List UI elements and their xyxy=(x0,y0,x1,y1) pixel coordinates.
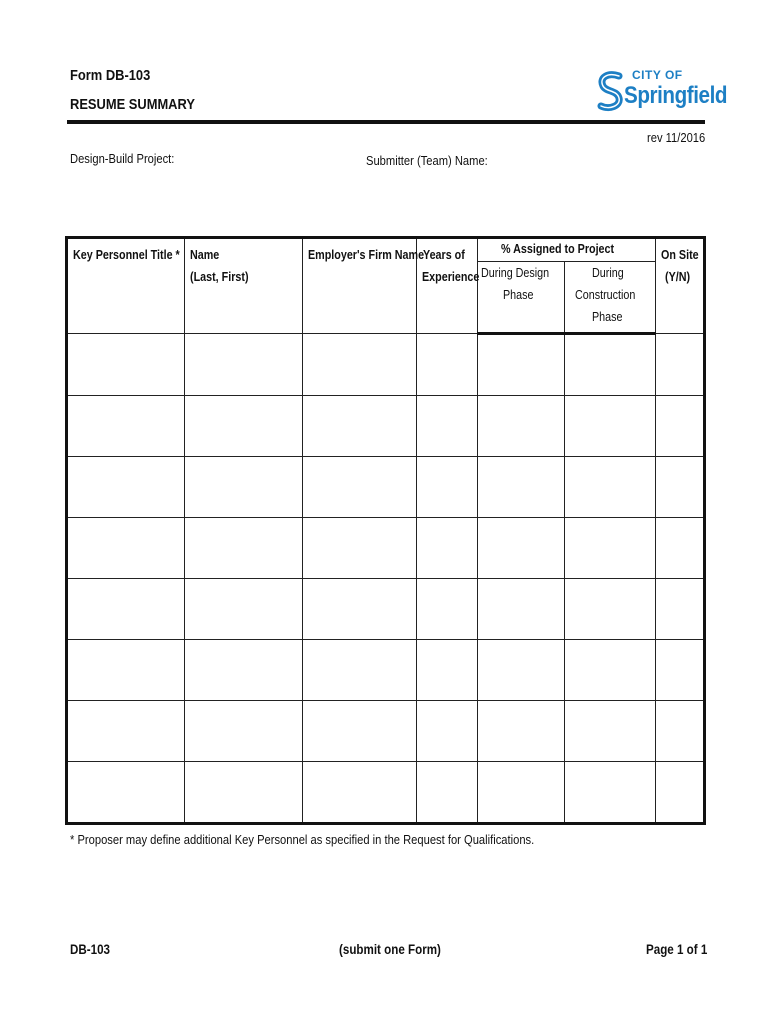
cell-name[interactable] xyxy=(185,457,303,518)
cell-years-experience[interactable] xyxy=(417,396,478,457)
cell-employer-firm[interactable] xyxy=(303,701,417,762)
cell-name[interactable] xyxy=(185,701,303,762)
cell-on-site[interactable] xyxy=(656,518,705,579)
cell-on-site[interactable] xyxy=(656,640,705,701)
cell-assigned-construction[interactable] xyxy=(565,396,656,457)
cell-employer-firm[interactable] xyxy=(303,640,417,701)
revision-label: rev 11/2016 xyxy=(647,130,706,145)
table-row xyxy=(67,701,705,762)
cell-key-personnel-title[interactable] xyxy=(67,334,185,396)
cell-assigned-design[interactable] xyxy=(478,640,565,701)
cell-assigned-design[interactable] xyxy=(478,457,565,518)
cell-years-experience[interactable] xyxy=(417,762,478,824)
cell-key-personnel-title[interactable] xyxy=(67,762,185,824)
table-row xyxy=(67,762,705,824)
cell-key-personnel-title[interactable] xyxy=(67,457,185,518)
logo-city-text: CITY OF xyxy=(632,68,683,82)
column-header-name: Name (Last, First) xyxy=(185,238,303,334)
column-header-during-design: During Design Phase xyxy=(478,262,565,334)
cell-years-experience[interactable] xyxy=(417,518,478,579)
table-row xyxy=(67,518,705,579)
springfield-emblem-icon xyxy=(597,70,625,112)
cell-employer-firm[interactable] xyxy=(303,334,417,396)
cell-employer-firm[interactable] xyxy=(303,457,417,518)
cell-assigned-construction[interactable] xyxy=(565,579,656,640)
cell-key-personnel-title[interactable] xyxy=(67,396,185,457)
footnote: * Proposer may define additional Key Personnel as specified in the Request for Qualifications. xyxy=(70,832,535,847)
cell-employer-firm[interactable] xyxy=(303,396,417,457)
form-title: Form DB-103 xyxy=(70,67,151,84)
cell-years-experience[interactable] xyxy=(417,640,478,701)
table-row xyxy=(67,457,705,518)
cell-on-site[interactable] xyxy=(656,579,705,640)
cell-name[interactable] xyxy=(185,334,303,396)
column-header-key-personnel-title: Key Personnel Title * xyxy=(67,238,185,334)
column-header-percent-assigned: % Assigned to Project xyxy=(478,238,656,262)
cell-name[interactable] xyxy=(185,640,303,701)
footer-form-id: DB-103 xyxy=(70,942,111,957)
cell-assigned-construction[interactable] xyxy=(565,701,656,762)
cell-years-experience[interactable] xyxy=(417,457,478,518)
table-body xyxy=(67,334,705,824)
column-header-years-experience: Years of Experience xyxy=(417,238,478,334)
form-subtitle: RESUME SUMMARY xyxy=(70,96,195,113)
cell-employer-firm[interactable] xyxy=(303,762,417,824)
cell-years-experience[interactable] xyxy=(417,579,478,640)
cell-key-personnel-title[interactable] xyxy=(67,518,185,579)
cell-assigned-construction[interactable] xyxy=(565,518,656,579)
column-header-employer-firm: Employer's Firm Name xyxy=(303,238,417,334)
table-row xyxy=(67,334,705,396)
table-row xyxy=(67,396,705,457)
cell-name[interactable] xyxy=(185,518,303,579)
cell-years-experience[interactable] xyxy=(417,334,478,396)
table-row xyxy=(67,640,705,701)
cell-assigned-design[interactable] xyxy=(478,518,565,579)
cell-assigned-design[interactable] xyxy=(478,334,565,396)
cell-assigned-construction[interactable] xyxy=(565,640,656,701)
cell-key-personnel-title[interactable] xyxy=(67,579,185,640)
cell-assigned-design[interactable] xyxy=(478,762,565,824)
city-logo xyxy=(597,68,728,116)
table-header-row xyxy=(67,238,705,262)
cell-on-site[interactable] xyxy=(656,762,705,824)
cell-name[interactable] xyxy=(185,579,303,640)
cell-employer-firm[interactable] xyxy=(303,518,417,579)
column-header-during-construction: During Construction Phase xyxy=(565,262,656,334)
cell-on-site[interactable] xyxy=(656,396,705,457)
cell-years-experience[interactable] xyxy=(417,701,478,762)
logo-name-text: Springfield xyxy=(624,82,728,109)
header-divider xyxy=(67,120,705,124)
cell-assigned-construction[interactable] xyxy=(565,334,656,396)
cell-on-site[interactable] xyxy=(656,334,705,396)
cell-on-site[interactable] xyxy=(656,701,705,762)
table-row xyxy=(67,579,705,640)
cell-assigned-construction[interactable] xyxy=(565,762,656,824)
cell-name[interactable] xyxy=(185,762,303,824)
footer-page-number: Page 1 of 1 xyxy=(646,942,708,957)
cell-name[interactable] xyxy=(185,396,303,457)
cell-key-personnel-title[interactable] xyxy=(67,640,185,701)
personnel-table xyxy=(65,236,706,825)
cell-on-site[interactable] xyxy=(656,457,705,518)
cell-key-personnel-title[interactable] xyxy=(67,701,185,762)
cell-assigned-design[interactable] xyxy=(478,579,565,640)
design-build-project-field[interactable]: Design-Build Project: xyxy=(70,151,175,166)
cell-assigned-design[interactable] xyxy=(478,396,565,457)
cell-employer-firm[interactable] xyxy=(303,579,417,640)
cell-assigned-construction[interactable] xyxy=(565,457,656,518)
cell-assigned-design[interactable] xyxy=(478,701,565,762)
column-header-on-site: On Site (Y/N) xyxy=(656,238,705,334)
footer-instruction: (submit one Form) xyxy=(339,942,441,957)
submitter-name-field[interactable]: Submitter (Team) Name: xyxy=(366,153,488,168)
